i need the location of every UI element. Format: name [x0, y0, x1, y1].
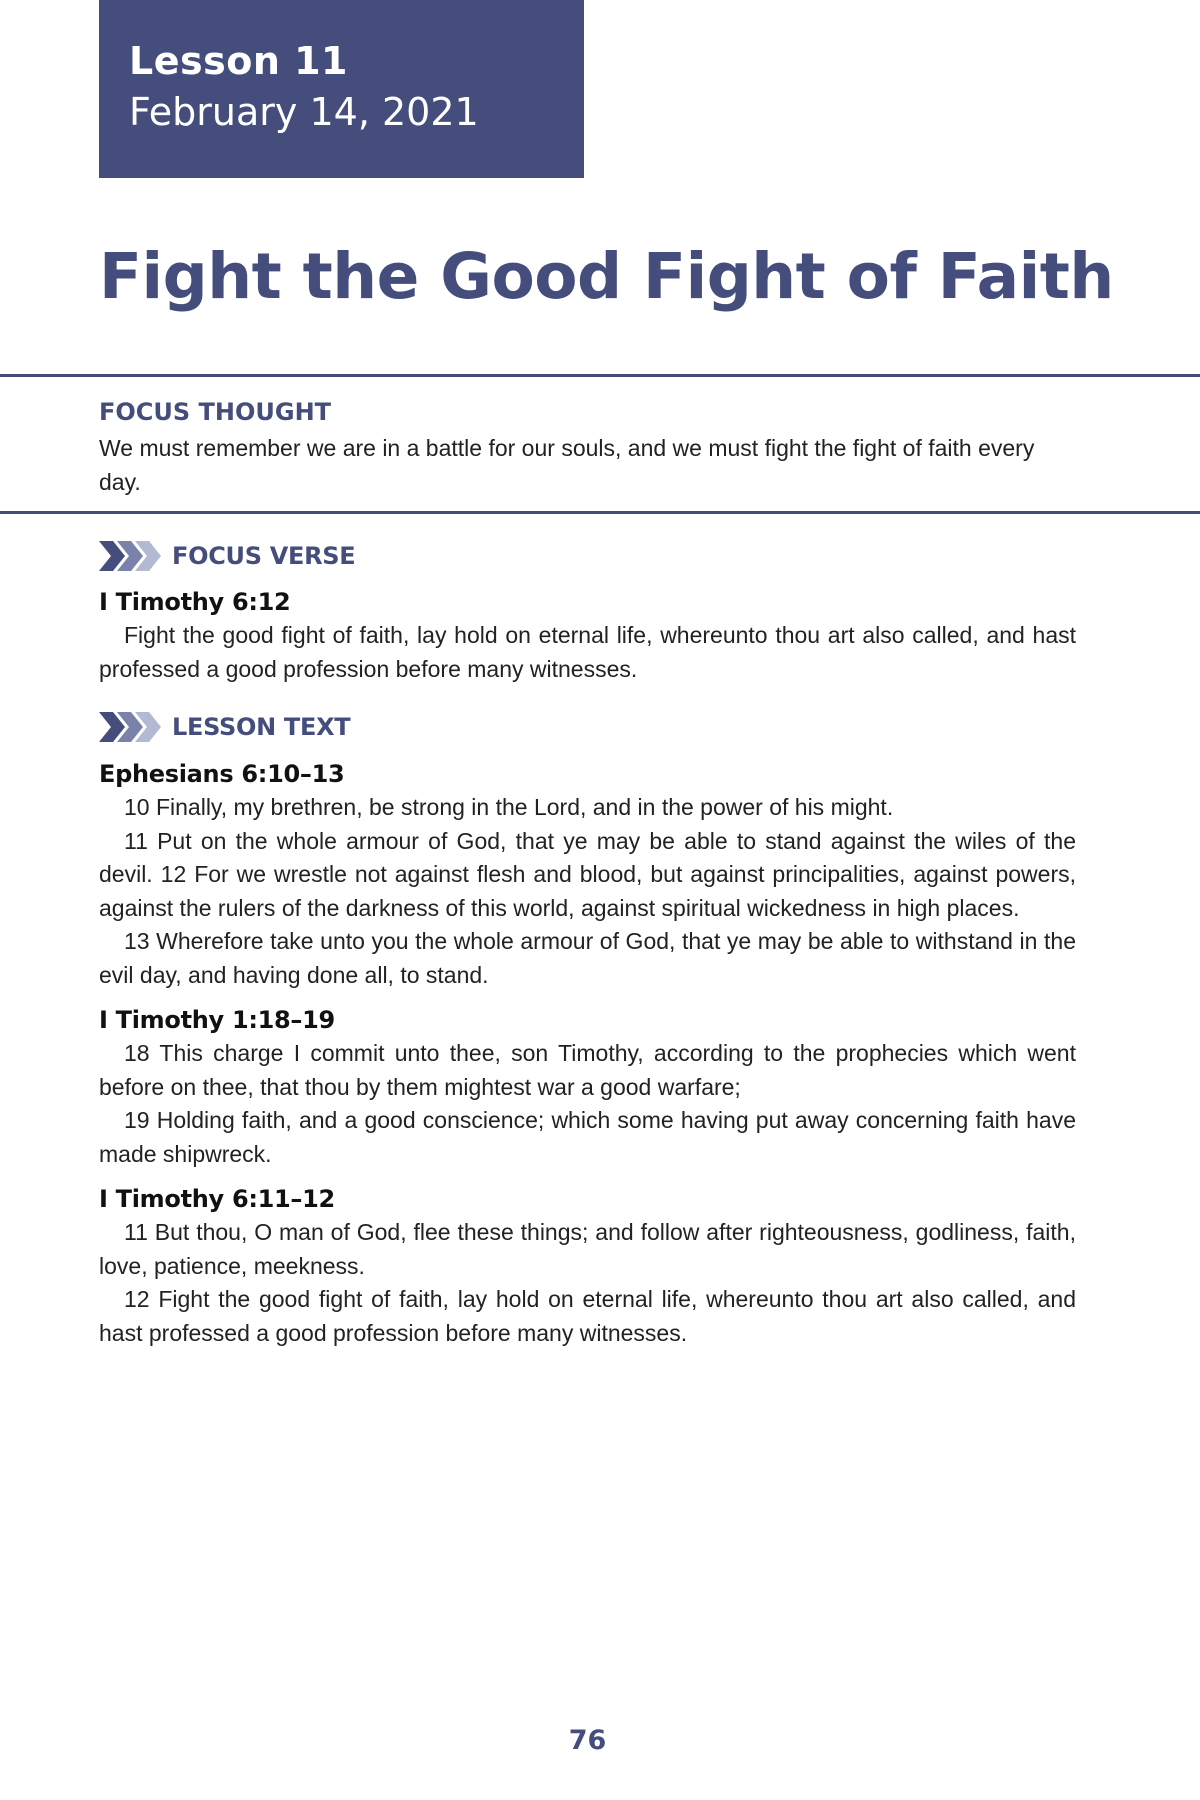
lesson-text-header — [99, 710, 350, 744]
page-title: Fight the Good Fight of Faith — [99, 240, 1114, 313]
passage-reference: I Timothy 1:18–19 — [99, 1006, 335, 1034]
divider-bottom — [0, 511, 1200, 514]
page-number: 76 — [568, 1725, 607, 1756]
passage — [99, 1182, 1076, 1350]
verse: 19 Holding faith, and a good conscience; which some having put away concerning faith have made shipwreck. — [99, 1107, 1076, 1167]
verse: 18 This charge I commit unto thee, son Timothy, according to the prophecies which went before on thee, that thou by them mightest war a good warfare; — [99, 1040, 1076, 1100]
lesson-badge — [99, 0, 584, 178]
verse: 11 Put on the whole armour of God, that ye may be able to stand against the wiles of the devil. 12 For we wrestle not against flesh and blood, but against principalities, against powers, against the rulers of the darkness of this world, against spiritual wickedness in high places. — [99, 827, 1076, 921]
passage-reference: I Timothy 6:11–12 — [99, 1185, 335, 1213]
passage-reference: Ephesians 6:10–13 — [99, 760, 345, 788]
lesson-text-block — [99, 757, 1076, 1361]
passage — [99, 757, 1076, 992]
chevrons-icon — [99, 712, 161, 742]
focus-verse-text: Fight the good fight of faith, lay hold on eternal life, whereunto thou art also called, and hast professed a good profession before many witnesses. — [99, 622, 1076, 682]
lesson-number: Lesson 11 — [129, 39, 348, 83]
focus-thought-text: We must remember we are in a battle for our souls, and we must fight the fight of faith every day. — [99, 435, 1035, 495]
verse: 12 Fight the good fight of faith, lay hold on eternal life, whereunto thou art also called, and hast professed a good profession before many witnesses. — [99, 1286, 1076, 1346]
focus-verse-reference: I Timothy 6:12 — [99, 588, 291, 616]
lesson-text-heading: LESSON TEXT — [172, 713, 351, 741]
lesson-date: February 14, 2021 — [129, 90, 479, 134]
passage — [99, 1003, 1076, 1171]
verse: 11 But thou, O man of God, flee these things; and follow after righteousness, godliness, faith, love, patience, meekness. — [99, 1219, 1076, 1279]
focus-verse-block — [99, 585, 1076, 686]
focus-thought-heading: FOCUS THOUGHT — [99, 398, 332, 426]
verse: 10 Finally, my brethren, be strong in the Lord, and in the power of his might. — [124, 794, 894, 820]
divider-top — [0, 374, 1200, 377]
verse: 13 Wherefore take unto you the whole armour of God, that ye may be able to withstand in the evil day, and having done all, to stand. — [99, 928, 1076, 988]
chevrons-icon — [99, 541, 161, 571]
focus-verse-heading: FOCUS VERSE — [172, 542, 356, 570]
focus-verse-header — [99, 539, 355, 573]
